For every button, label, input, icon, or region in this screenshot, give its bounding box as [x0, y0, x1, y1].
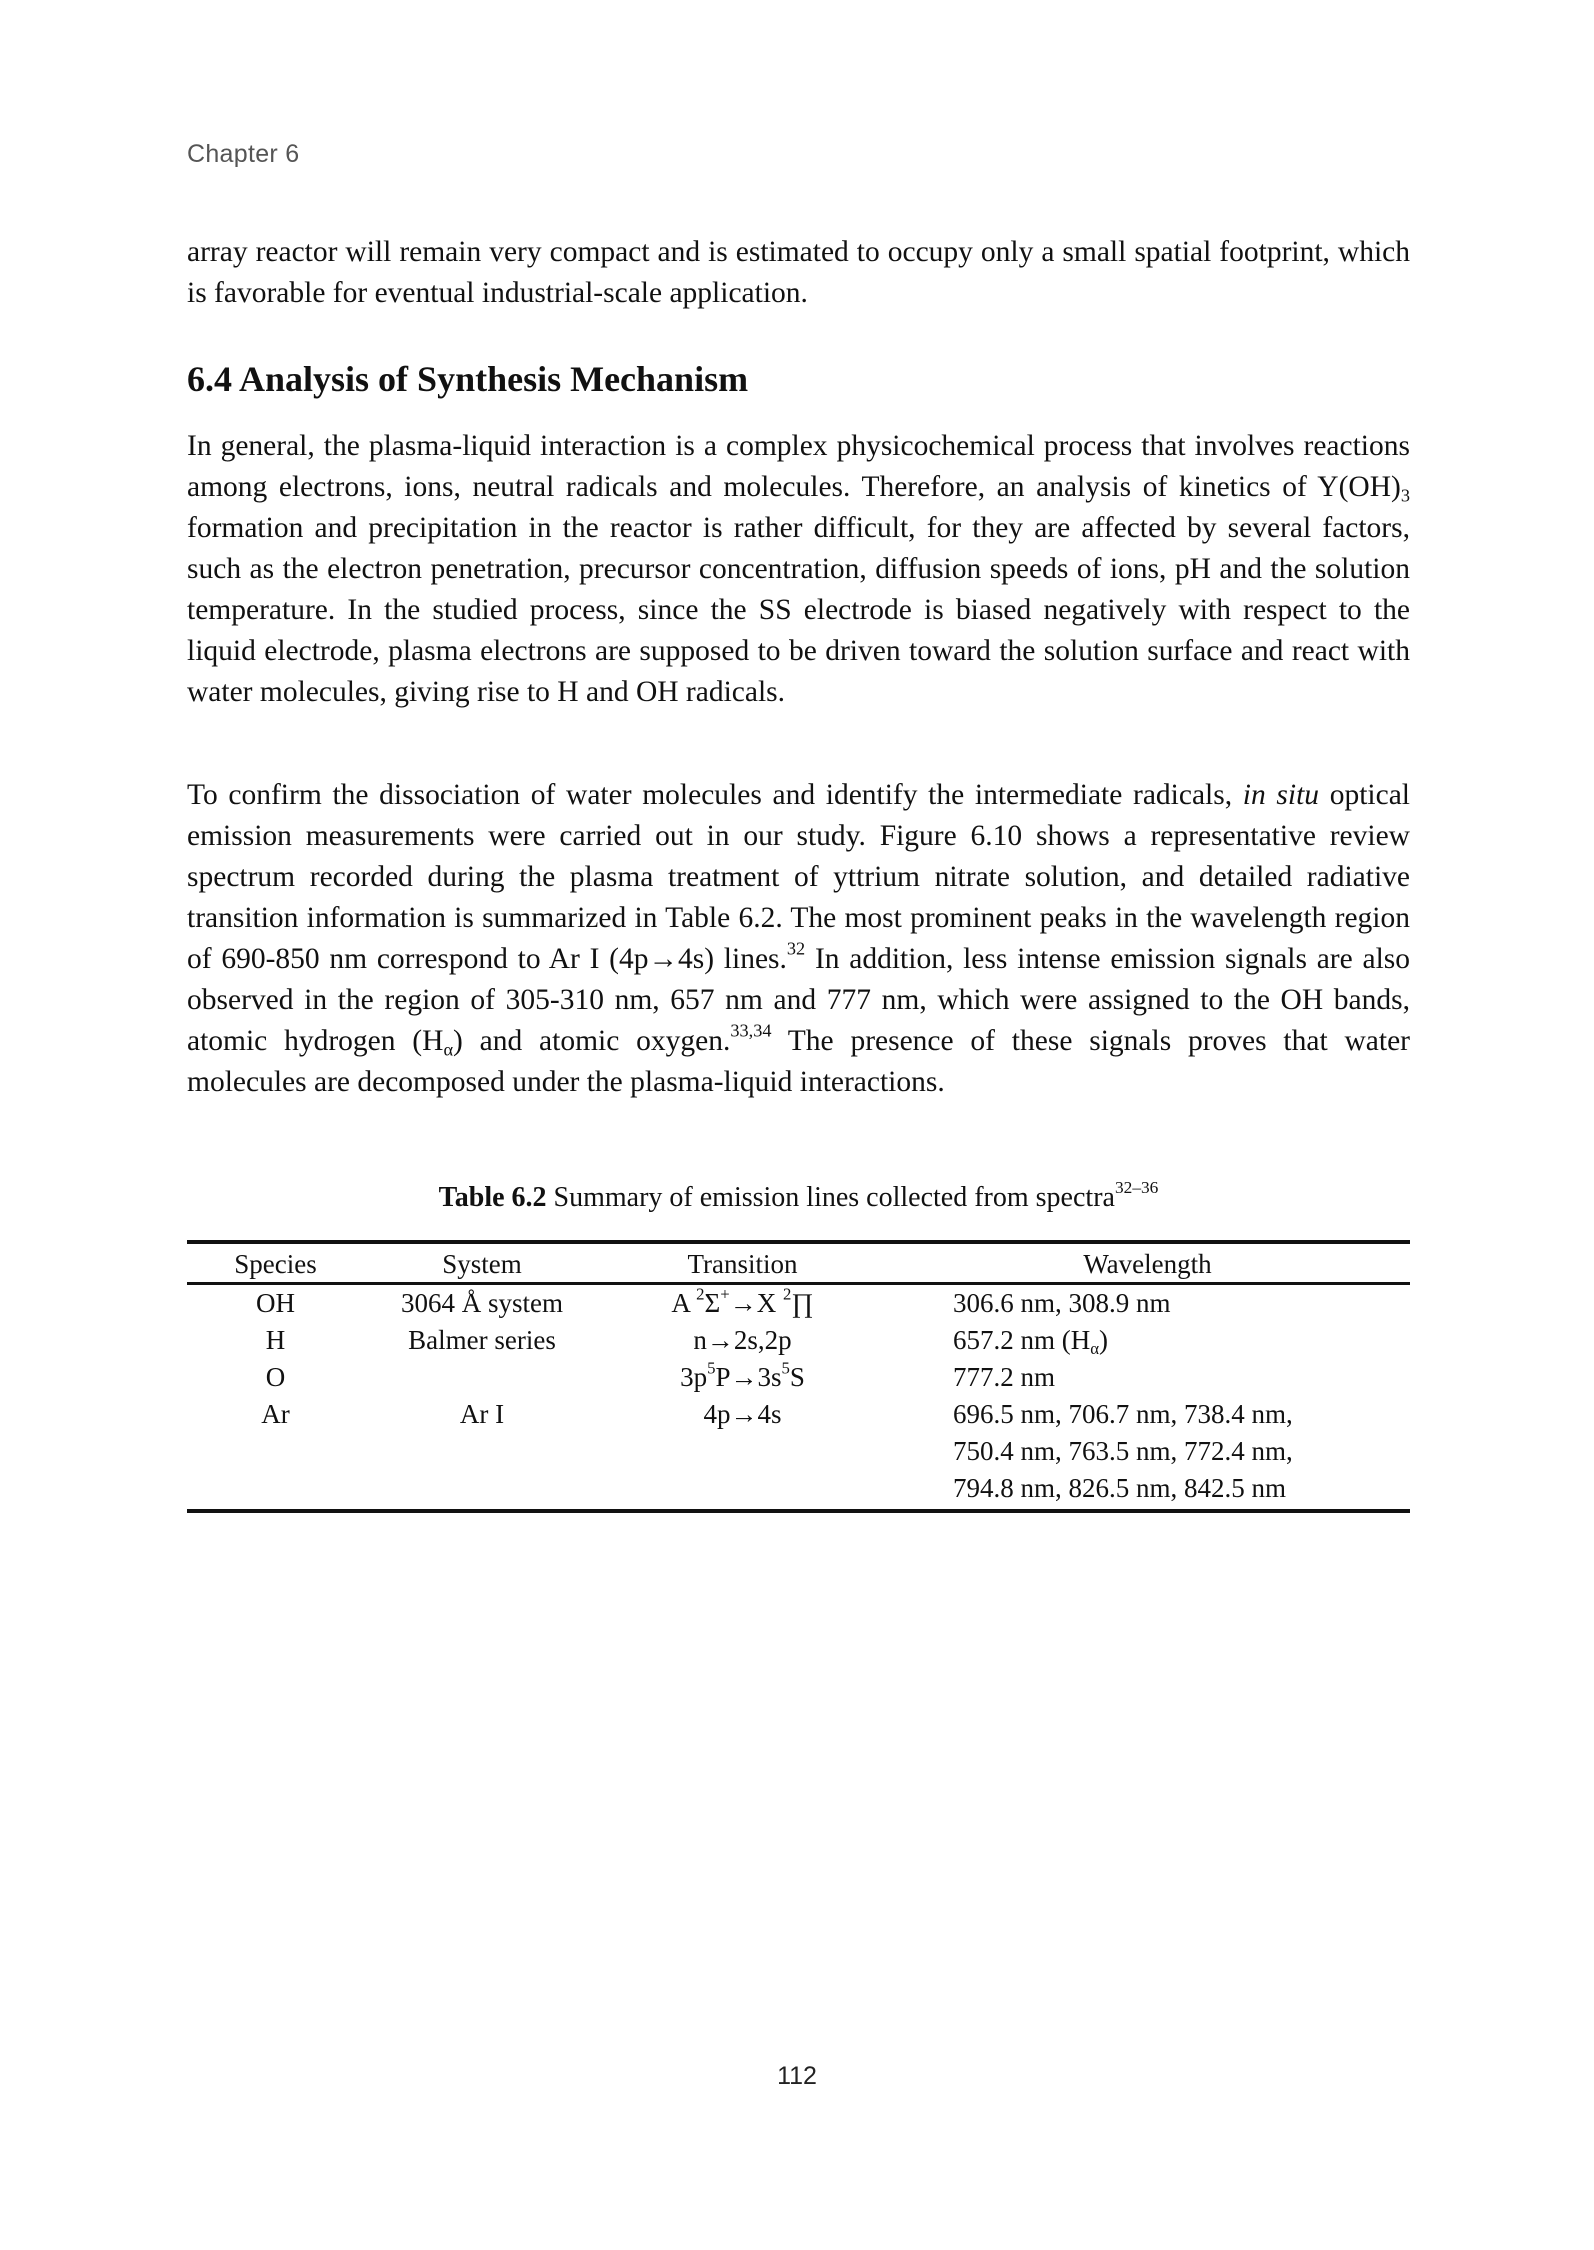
citation-superscript: 33,34: [730, 1020, 772, 1041]
cell-transition: 4p→4s: [703, 1399, 782, 1429]
subscript: 3: [1400, 485, 1410, 506]
table-caption: [187, 1177, 1410, 1216]
running-head: Chapter 6: [187, 140, 300, 168]
cell-system: [364, 1359, 600, 1396]
column-header-species: Species: [187, 1242, 364, 1284]
cell-species: Ar: [261, 1399, 290, 1429]
table-header-row: [187, 1242, 1410, 1284]
cell-transition: $3p^5P\to 3s^5S$: [680, 1358, 805, 1392]
cell-transition: A $^2$Σ+→X $^2$∏: [671, 1284, 814, 1318]
cell-species: H: [265, 1325, 286, 1355]
text-run: optical emission measurements were carried out in our study. Figure 6.10 shows a representative review spectrum recorded during the plasma treatment of yttrium nitrate solution, and detailed radiative transition information is summarized in Table 6.2. The most prominent peaks in the wavelength region of 690-850 nm correspond to Ar I (4p→4s) lines.: [187, 779, 1410, 975]
cell-wavelength: 306.6 nm, 308.9 nm: [953, 1288, 1171, 1318]
paragraph-synthesis-kinetics: [187, 426, 1410, 713]
caption-text: Summary of emission lines collected from spectra: [546, 1182, 1115, 1213]
text-run: In general, the plasma-liquid interaction is a complex physicochemical process that involves reactions among electrons, ions, neutral radicals and molecules. Therefore, an analysis of kinetics of Y(OH): [187, 430, 1410, 503]
table-row: [187, 1396, 1410, 1511]
column-header-wavelength: Wavelength: [885, 1242, 1410, 1284]
cell-transition: n→2s,2p: [693, 1325, 792, 1355]
section-heading: 6.4 Analysis of Synthesis Mechanism: [187, 359, 749, 399]
cell-system: Balmer series: [408, 1325, 556, 1355]
text-run: The presence of these signals proves that water molecules are decomposed under the plasma-liquid interactions.: [187, 1025, 1410, 1098]
paragraph-continuation: [187, 232, 1410, 314]
text-run: formation and precipitation in the reactor is rather difficult, for they are affected by several factors, such as the electron penetration, precursor concentration, diffusion speeds of ions, pH and the solution temperature. In the studied process, since the SS electrode is biased negatively with respect to the liquid electrode, plasma electrons are supposed to be driven toward the solution surface and react with water molecules, giving rise to H and OH radicals.: [187, 512, 1410, 708]
cell-system: 3064 Å system: [401, 1288, 563, 1318]
cell-species: OH: [256, 1288, 295, 1318]
column-header-system: System: [364, 1242, 600, 1284]
table-row: [187, 1359, 1410, 1396]
cell-wavelength: 696.5 nm, 706.7 nm, 738.4 nm, 750.4 nm, 763.5 nm, 772.4 nm, 794.8 nm, 826.5 nm, 842.5 nm: [953, 1399, 1293, 1503]
table-row: [187, 1284, 1410, 1323]
cell-species: O: [265, 1362, 286, 1392]
cell-wavelength: 657.2 nm $(H_\alpha)$: [953, 1325, 1109, 1359]
citation-superscript: 32–36: [1114, 1177, 1159, 1197]
cell-system: Ar I: [459, 1399, 505, 1429]
text-run: ) and atomic oxygen.: [453, 1025, 731, 1057]
emission-lines-table: [187, 1240, 1410, 1513]
citation-superscript: 32: [786, 938, 806, 959]
column-header-transition: Transition: [600, 1242, 885, 1284]
cell-wavelength: 777.2 nm: [953, 1362, 1056, 1392]
table-row: [187, 1322, 1410, 1359]
table-label: Table 6.2: [438, 1182, 547, 1213]
subscript: α: [443, 1039, 454, 1060]
text-run: In addition, less intense emission signals are also observed in the region of 305-310 nm, 657 nm and 777 nm, which were assigned to the OH bands, atomic hydrogen (H: [187, 943, 1410, 1057]
paragraph-text: array reactor will remain very compact and is estimated to occupy only a small spatial footprint, which is favorable for eventual industrial-scale application.: [187, 236, 1410, 309]
paragraph-emission-measurements: [187, 775, 1410, 1103]
italic-text: in situ: [1242, 779, 1320, 811]
page-number: 112: [777, 2062, 817, 2090]
text-run: To confirm the dissociation of water molecules and identify the intermediate radicals,: [187, 779, 1243, 811]
